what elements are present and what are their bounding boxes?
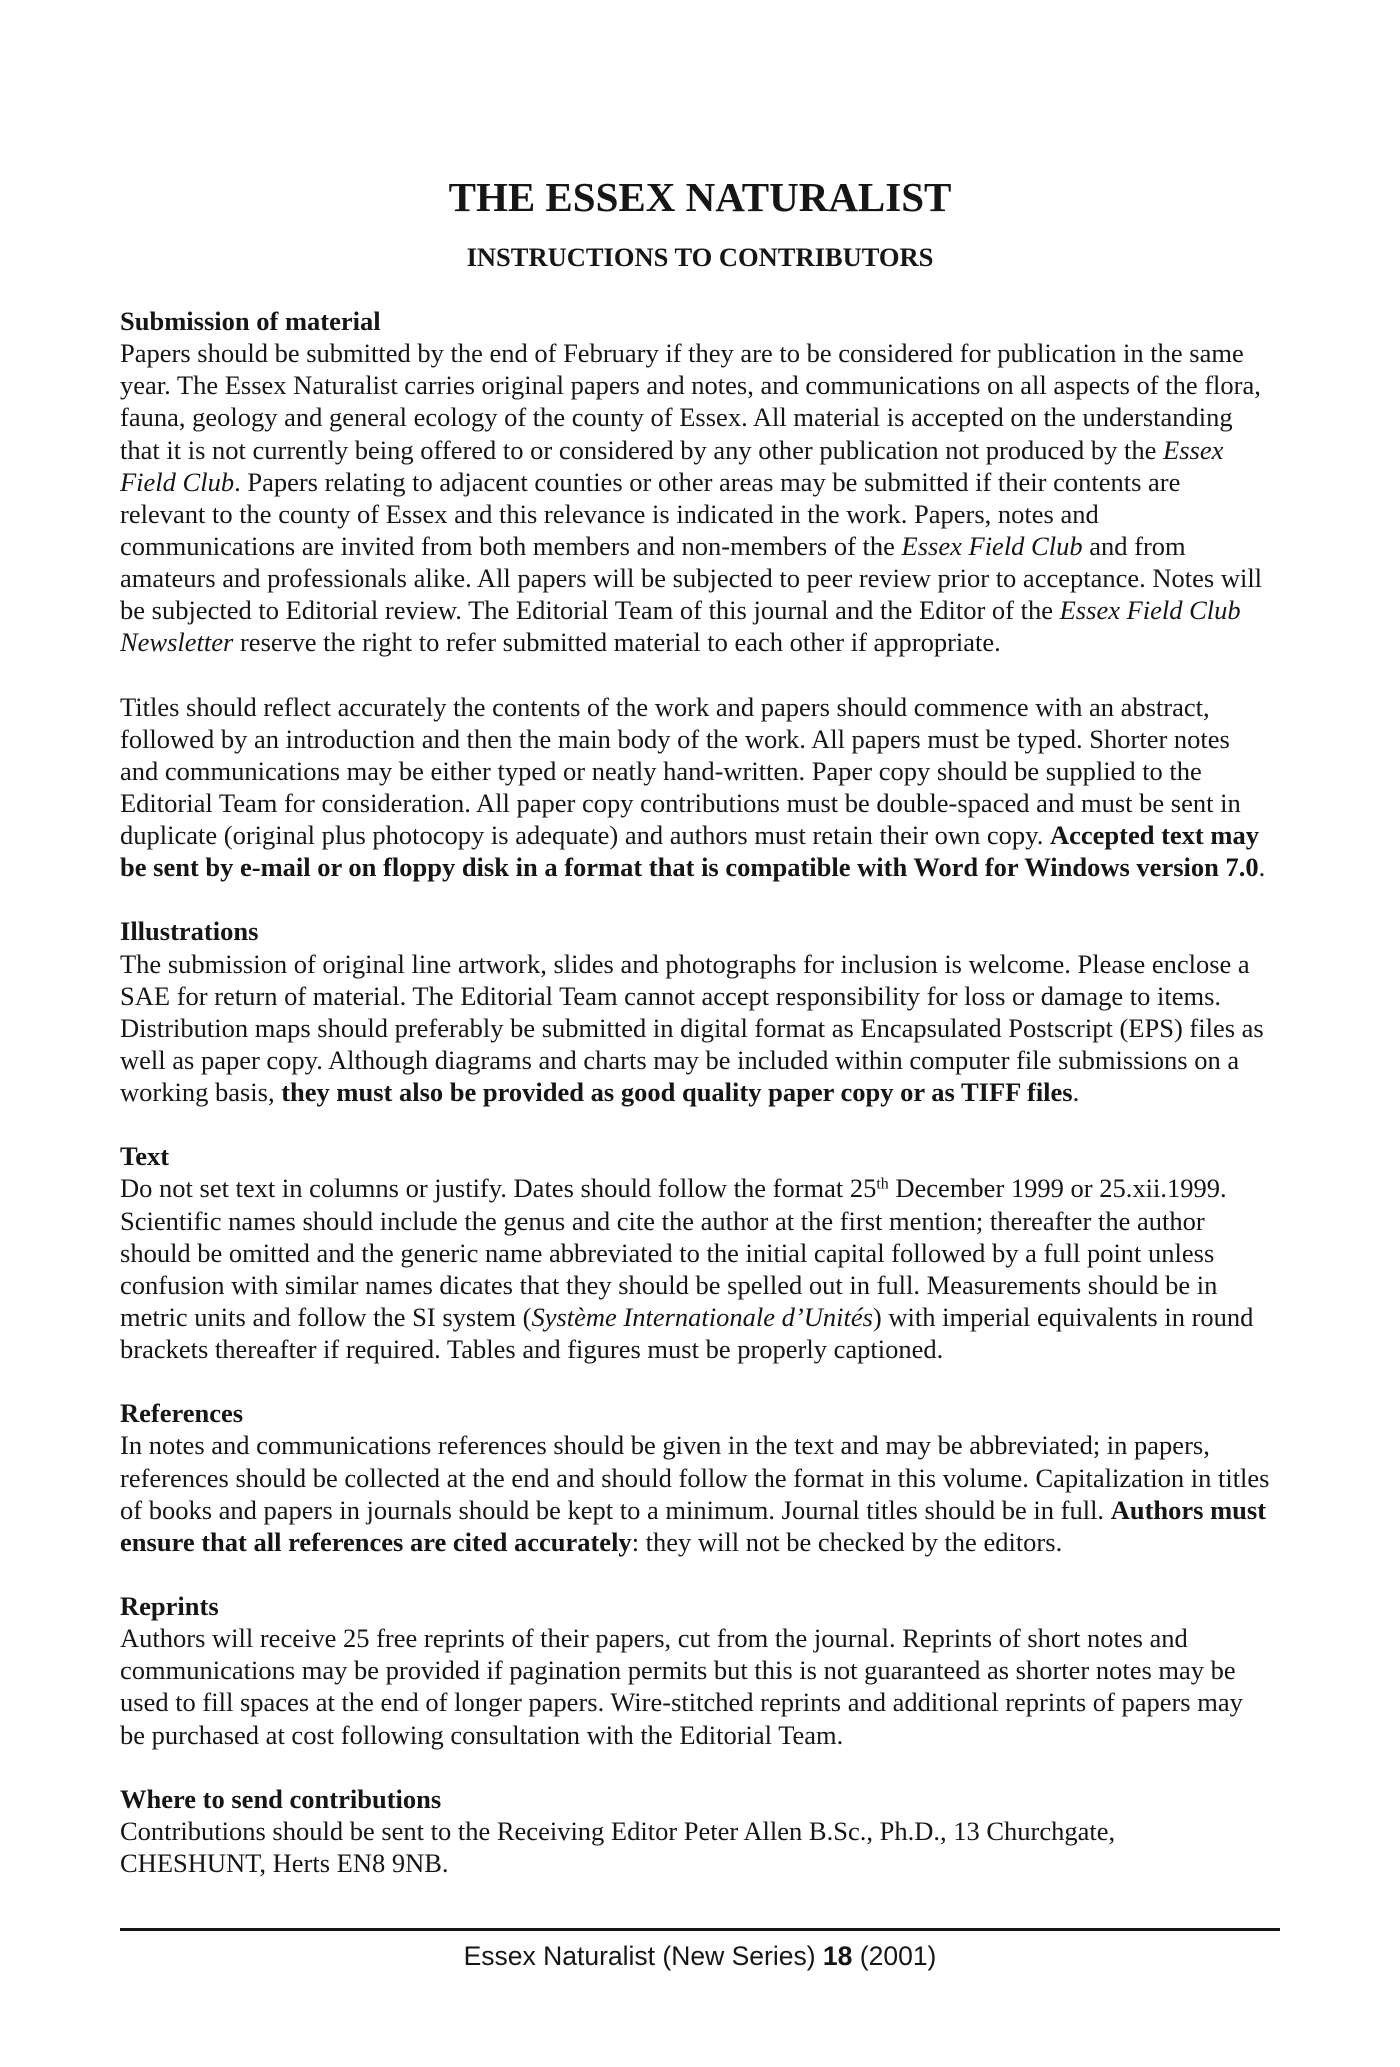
italic-text: Essex Field Club bbox=[901, 530, 1083, 561]
text-run: followed by an introduction and then the main body of the work. All papers must be typed. Shorter notes bbox=[120, 723, 1230, 754]
text-line bbox=[120, 1044, 1320, 1076]
text-run: communications may be provided if pagination permits but this is not guaranteed as shorter notes may be bbox=[120, 1655, 1236, 1686]
text-line bbox=[120, 562, 1320, 594]
text-line bbox=[120, 980, 1320, 1012]
section-illustrations bbox=[120, 915, 1320, 1108]
text-line bbox=[120, 755, 1320, 787]
text-run: be purchased at cost following consultation with the Editorial Team. bbox=[120, 1719, 844, 1750]
text-run: communications are invited from both members and non-members of the bbox=[120, 530, 902, 561]
text-run: . bbox=[1258, 852, 1266, 883]
text-line bbox=[120, 1172, 1320, 1204]
text-run: : they will not be checked by the editors. bbox=[631, 1526, 1063, 1557]
bold-text: Accepted text may bbox=[1049, 820, 1259, 850]
text-line bbox=[120, 1012, 1320, 1044]
text-run: and from bbox=[1082, 530, 1186, 561]
footer-divider bbox=[120, 1928, 1280, 1931]
text-line bbox=[120, 1526, 1320, 1558]
text-run: relevant to the county of Essex and this relevance is indicated in the work. Papers, notes and bbox=[120, 498, 1099, 529]
paragraph bbox=[120, 337, 1320, 658]
italic-text: Field Club bbox=[120, 466, 235, 497]
text-run: ) with imperial equivalents in round bbox=[872, 1301, 1254, 1332]
text-line bbox=[120, 1494, 1320, 1526]
italic-text: Système Internationale d’Unités bbox=[531, 1301, 873, 1332]
page-title: THE ESSEX NATURALIST bbox=[448, 174, 952, 220]
text-line bbox=[120, 1269, 1320, 1301]
text-line bbox=[120, 723, 1320, 755]
text-line bbox=[120, 626, 1320, 658]
text-line bbox=[120, 434, 1320, 466]
text-line bbox=[120, 787, 1320, 819]
text-line bbox=[120, 1654, 1320, 1686]
text-run: Authors will receive 25 free reprints of their papers, cut from the journal. Reprints of short notes and bbox=[120, 1623, 1188, 1654]
section-submission-of-material bbox=[120, 305, 1320, 883]
text-run: duplicate (original plus photocopy is adequate) and authors must retain their own copy. bbox=[120, 820, 1050, 850]
text-line bbox=[120, 1301, 1320, 1333]
text-line bbox=[120, 530, 1320, 562]
paragraph bbox=[120, 1172, 1320, 1365]
footer-volume-number: 18 bbox=[822, 1941, 853, 1971]
page-footer bbox=[0, 1940, 1400, 1972]
bold-text: be sent by e-mail or on floppy disk in a format that is compatible with Word for Windows version 7.0 bbox=[120, 852, 1259, 883]
text-run: The submission of original line artwork, slides and photographs for inclusion is welcome. Please enclose a bbox=[120, 948, 1250, 979]
text-run: used to fill spaces at the end of longer papers. Wire-stitched reprints and additional reprints of papers may bbox=[120, 1687, 1243, 1718]
text-run: Editorial Team for consideration. All paper copy contributions must be double-spaced and must be sent in bbox=[120, 787, 1241, 818]
section-heading: Text bbox=[120, 1141, 170, 1172]
text-run: . Papers relating to adjacent counties or other areas may be submitted if their contents are bbox=[234, 466, 1181, 497]
text-line bbox=[120, 401, 1320, 433]
text-line bbox=[120, 1205, 1320, 1237]
section-references bbox=[120, 1397, 1320, 1558]
text-run: SAE for return of material. The Editorial Team cannot accept responsibility for loss or damage to items. bbox=[120, 980, 1222, 1011]
text-line bbox=[120, 1076, 1320, 1108]
text-line bbox=[120, 498, 1320, 530]
text-run: Scientific names should include the genus and cite the author at the first mention; thereafter the author bbox=[120, 1205, 1205, 1236]
footer-year: (2001) bbox=[859, 1941, 937, 1971]
text-run: amateurs and professionals alike. All papers will be subjected to peer review prior to acceptance. Notes will bbox=[120, 563, 1263, 593]
text-line bbox=[120, 1333, 1320, 1365]
text-line bbox=[120, 1686, 1320, 1718]
section-reprints bbox=[120, 1590, 1320, 1751]
text-run: Titles should reflect accurately the contents of the work and papers should commence with an abstract, bbox=[120, 691, 1210, 722]
text-run: confusion with similar names dicates that they should be spelled out in full. Measurements should be in bbox=[120, 1269, 1218, 1300]
text-run: Contributions should be sent to the Receiving Editor Peter Allen B.Sc., Ph.D., 13 Churchgate, bbox=[120, 1815, 1116, 1846]
text-run: and communications may be either typed or neatly hand-written. Paper copy should be supplied to the bbox=[120, 755, 1202, 786]
text-run: working basis, bbox=[120, 1077, 282, 1107]
text-run: brackets thereafter if required. Tables and figures must be properly captioned. bbox=[120, 1334, 944, 1364]
italic-text: Essex Field Club bbox=[1059, 595, 1241, 626]
section-heading: References bbox=[120, 1398, 244, 1429]
text-run: Papers should be submitted by the end of February if they are to be considered for publication in the same bbox=[120, 338, 1244, 369]
paragraph bbox=[120, 691, 1320, 884]
section-where-to-send-contributions bbox=[120, 1783, 1320, 1879]
instructions-body bbox=[120, 305, 1320, 1879]
text-line bbox=[120, 594, 1320, 626]
text-line bbox=[120, 1847, 1320, 1879]
text-line bbox=[120, 819, 1320, 851]
bold-text: they must also be provided as good quality paper copy or as TIFF files bbox=[281, 1077, 1073, 1107]
italic-text: Essex bbox=[1163, 434, 1224, 465]
paragraph bbox=[120, 1622, 1320, 1751]
text-line bbox=[120, 1429, 1320, 1461]
paragraph bbox=[120, 948, 1320, 1109]
text-run: CHESHUNT, Herts EN8 9NB. bbox=[120, 1848, 449, 1878]
bold-text: Authors must bbox=[1110, 1494, 1267, 1525]
paragraph bbox=[120, 1429, 1320, 1558]
text-line bbox=[120, 691, 1320, 723]
text-run: December 1999 or 25.xii.1999. bbox=[888, 1173, 1227, 1204]
text-run: should be omitted and the generic name abbreviated to the initial capital followed by a full point unless bbox=[120, 1237, 1215, 1268]
text-run: fauna, geology and general ecology of the county of Essex. All material is accepted on the understanding bbox=[120, 402, 1233, 433]
text-line bbox=[120, 851, 1320, 883]
text-run: Distribution maps should preferably be submitted in digital format as Encapsulated Postscript (EPS) files as bbox=[120, 1012, 1264, 1043]
text-run: references should be collected at the end and should follow the format in this volume. Capitalization in titles bbox=[120, 1462, 1270, 1493]
section-heading: Illustrations bbox=[120, 916, 259, 947]
text-run: of books and papers in journals should be kept to a minimum. Journal titles should be in full. bbox=[120, 1494, 1111, 1525]
text-run: . bbox=[1072, 1077, 1080, 1107]
text-run: well as paper copy. Although diagrams and charts may be included within computer file submissions on a bbox=[120, 1044, 1240, 1075]
superscript-text: th bbox=[876, 1175, 889, 1193]
text-run: reserve the right to refer submitted material to each other if appropriate. bbox=[233, 627, 1001, 658]
text-run: Do not set text in columns or justify. Dates should follow the format 25 bbox=[120, 1173, 877, 1204]
bold-text: ensure that all references are cited accurately bbox=[120, 1526, 632, 1557]
text-line bbox=[120, 1237, 1320, 1269]
italic-text: Newsletter bbox=[120, 627, 234, 658]
text-run: metric units and follow the SI system ( bbox=[120, 1301, 532, 1332]
text-line bbox=[120, 948, 1320, 980]
text-line bbox=[120, 1719, 1320, 1751]
paragraph bbox=[120, 1815, 1320, 1879]
text-line bbox=[120, 1815, 1320, 1847]
section-text bbox=[120, 1140, 1320, 1365]
text-run: be subjected to Editorial review. The Editorial Team of this journal and the Editor of the bbox=[120, 595, 1060, 626]
text-line bbox=[120, 1622, 1320, 1654]
text-line bbox=[120, 369, 1320, 401]
page-subtitle: INSTRUCTIONS TO CONTRIBUTORS bbox=[466, 242, 934, 272]
section-heading: Submission of material bbox=[120, 306, 381, 336]
text-run: that it is not currently being offered to or considered by any other publication not produced by the bbox=[120, 434, 1164, 465]
text-run: In notes and communications references should be given in the text and may be abbreviated; in papers, bbox=[120, 1430, 1210, 1461]
text-line bbox=[120, 337, 1320, 369]
text-line bbox=[120, 466, 1320, 498]
text-line bbox=[120, 1462, 1320, 1494]
text-run: year. The Essex Naturalist carries original papers and notes, and communications on all aspects of the flora, bbox=[120, 370, 1261, 401]
section-heading: Reprints bbox=[120, 1591, 219, 1621]
footer-journal-name: Essex Naturalist (New Series) bbox=[463, 1941, 816, 1971]
section-heading: Where to send contributions bbox=[120, 1783, 442, 1814]
